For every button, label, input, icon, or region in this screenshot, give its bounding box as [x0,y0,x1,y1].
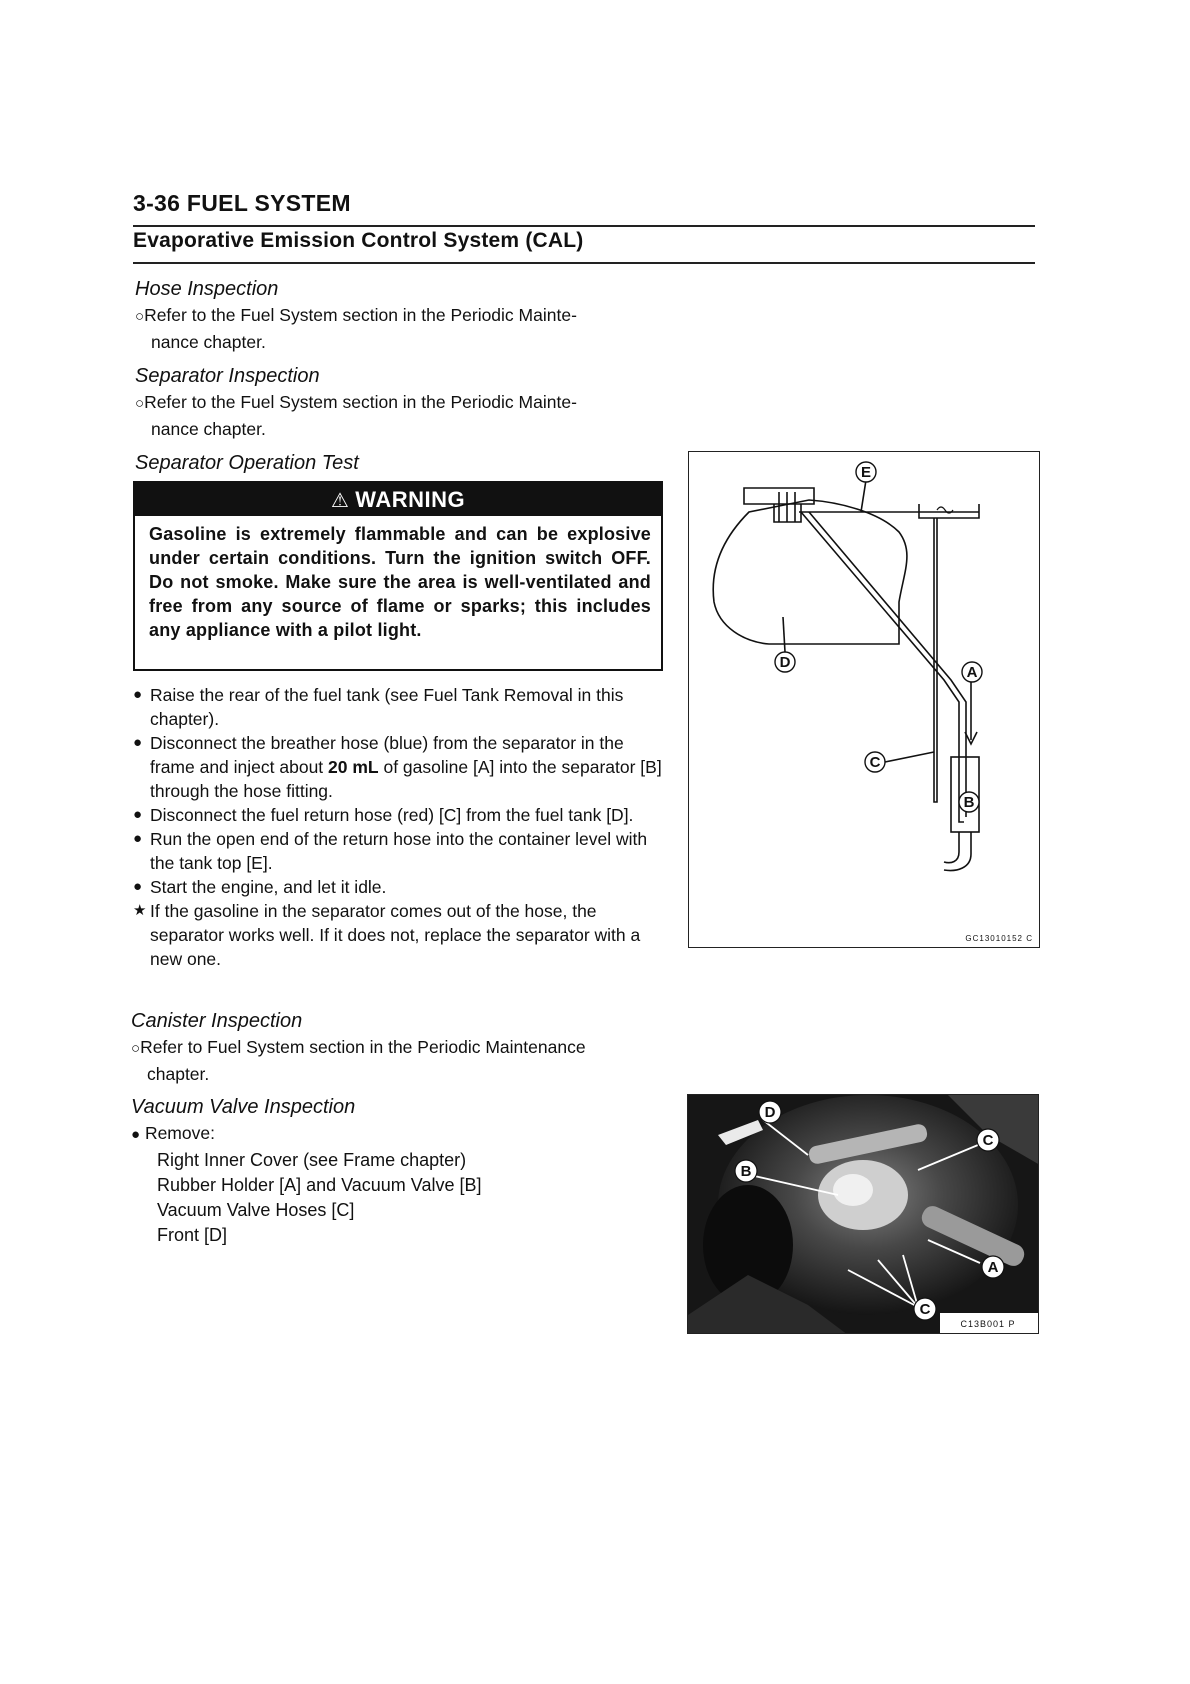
photo-callout-c-top: C [982,1132,994,1149]
callout-b: B [963,794,975,811]
vacuum-valve-photo-svg [688,1095,1039,1334]
canister-inspection-title: Canister Inspection [131,1010,303,1032]
bullet-icon: ● [131,1126,141,1143]
bullet-icon: ● [133,878,143,895]
warning-header [135,483,661,516]
step-text: Start the engine, and let it idle. [150,877,387,897]
hose-inspection-text [135,303,665,354]
hose-inspection-line1: Refer to the Fuel System section in the Periodic Mainte- [144,305,577,325]
figure2-code: C13B001 P [960,1319,1016,1329]
callout-e: E [860,464,872,481]
canister-inspection-line1: Refer to Fuel System section in the Periodic Maintenance [140,1037,586,1057]
leader-e [861,480,866,512]
step-text: Disconnect the fuel return hose (red) [C] from the fuel tank [D]. [150,805,634,825]
figure1-code: GC13010152 C [965,934,1033,943]
step-text: If the gasoline in the separator comes out of the hose, the separator works well. If it does not, replace the separator with a new one. [150,901,641,969]
chapter-title: 3-36 FUEL SYSTEM [133,190,351,216]
bullet-icon: ● [133,734,143,751]
remove-list [157,1148,482,1248]
photo-callout-c-bottom: C [919,1301,931,1318]
section-rule [133,262,1035,264]
warning-text: Gasoline is extremely flammable and can be explosive under certain conditions. Turn the ignition switch OFF. Do not smoke. Make sure the area is well-ventilated and free from any source of flame or sparks; this includes any appliance with a pilot light. [149,524,651,640]
separator-inspection-line2: nance chapter. [151,418,266,439]
warning-label: WARNING [355,487,466,512]
photo-callout-d: D [764,1104,776,1121]
separator-operation-title: Separator Operation Test [135,452,359,474]
callout-a: A [966,664,978,681]
remove-item: Rubber Holder [A] and Vacuum Valve [B] [157,1175,482,1195]
hose-inspection-line2: nance chapter. [151,331,266,352]
step-text: Raise the rear of the fuel tank (see Fuel Tank Removal in this chapter). [150,685,624,729]
star-icon: ★ [133,902,147,919]
leader-d [783,617,785,652]
step-text-post: of gasoline [A] into the separator [B] through the hose fitting. [150,757,662,801]
callout-c: C [869,754,881,771]
leader-c [885,752,934,762]
separator-inspection-line1: Refer to the Fuel System section in the Periodic Mainte- [144,392,577,412]
photo-callout-b: B [740,1163,752,1180]
step-item [133,899,667,971]
header-rule [133,225,1035,227]
bullet-icon: ● [133,686,143,703]
open-circle-icon: ○ [135,308,145,325]
vacuum-valve-title: Vacuum Valve Inspection [131,1096,356,1118]
separator-diagram-svg [689,452,1041,949]
step-item [133,731,667,803]
warning-box [133,481,663,671]
step-amount: 20 mL [328,757,379,777]
remove-item: Front [D] [157,1225,228,1245]
separator-inspection-title: Separator Inspection [135,365,320,387]
photo-callout-a: A [987,1259,999,1276]
open-circle-icon: ○ [135,395,145,412]
hose-inspection-title: Hose Inspection [135,278,279,300]
remove-label: Remove: [144,1123,215,1143]
step-item [133,683,667,731]
open-circle-icon: ○ [131,1040,141,1057]
canister-inspection-line2: chapter. [147,1063,210,1084]
separator-diagram [688,451,1040,948]
callout-d: D [779,654,791,671]
remove-item: Right Inner Cover (see Frame chapter) [157,1150,467,1170]
section-title: Evaporative Emission Control System (CAL) [133,229,584,252]
step-text: Run the open end of the return hose into the container level with the tank top [E]. [150,829,648,873]
container [919,504,979,518]
remove-item: Vacuum Valve Hoses [C] [157,1200,355,1220]
step-item [133,803,667,827]
remove-line [131,1121,661,1148]
step-text: Disconnect the breather hose (blue) from the separator in the frame and inject about [150,733,624,777]
step-item [133,875,667,899]
operation-steps [133,683,667,971]
separator-inspection-text [135,390,665,441]
bullet-icon: ● [133,806,143,823]
canister-inspection-text [131,1035,661,1086]
vacuum-valve-photo [687,1094,1039,1334]
warning-triangle-icon: ⚠ [330,490,350,512]
bullet-icon: ● [133,830,143,847]
step-item [133,827,667,875]
